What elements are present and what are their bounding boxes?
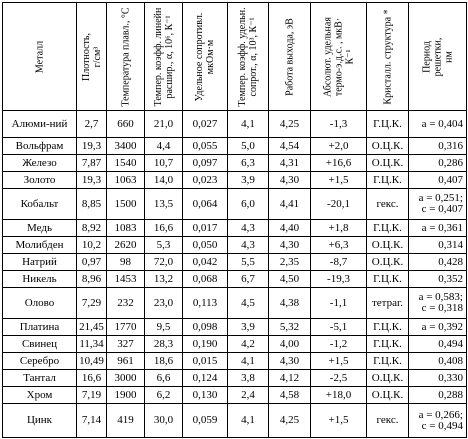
- cell-melt: 1063: [107, 172, 145, 189]
- cell-tcr: 4,3: [228, 220, 269, 237]
- table-row-sodium: [3, 254, 467, 271]
- cell-crystal: О.Ц.К.: [367, 155, 409, 172]
- table-row-chromium: [3, 387, 467, 404]
- header-thermo-emf: Абсолют. удельная термо-э.д.с. , мкВ· К⁻¹: [311, 3, 367, 111]
- header-row: [3, 3, 467, 111]
- cell-thermal: 5,3: [145, 237, 183, 254]
- cell-melt: 1453: [107, 271, 145, 288]
- cell-period: a = 0,266; c = 0,494: [409, 404, 467, 438]
- cell-thermo: -1,3: [311, 111, 367, 138]
- cell-thermal: 6,6: [145, 370, 183, 387]
- cell-work: 4,30: [269, 237, 311, 254]
- header-melting-point: Температура плавл., °С: [107, 3, 145, 111]
- cell-thermal: 13,2: [145, 271, 183, 288]
- cell-thermal: 16,6: [145, 220, 183, 237]
- table-row-tin: [3, 288, 467, 319]
- cell-work: 5,32: [269, 319, 311, 336]
- cell-tcr: 4,1: [228, 404, 269, 438]
- cell-melt: 961: [107, 353, 145, 370]
- cell-metal: Хром: [3, 387, 77, 404]
- cell-resist: 0,098: [183, 319, 228, 336]
- cell-resist: 0,097: [183, 155, 228, 172]
- cell-resist: 0,113: [183, 288, 228, 319]
- cell-crystal: Г.Ц.К.: [367, 172, 409, 189]
- cell-resist: 0,027: [183, 111, 228, 138]
- cell-density: 10,49: [77, 353, 107, 370]
- cell-thermo: +6,3: [311, 237, 367, 254]
- cell-density: 8,96: [77, 271, 107, 288]
- cell-density: 19,3: [77, 172, 107, 189]
- cell-metal: Натрий: [3, 254, 77, 271]
- table-row-molybdenum: [3, 237, 467, 254]
- cell-period: 0,428: [409, 254, 467, 271]
- cell-thermo: -20,1: [311, 189, 367, 220]
- cell-melt: 419: [107, 404, 145, 438]
- cell-work: 4,41: [269, 189, 311, 220]
- cell-period: a = 0,404: [409, 111, 467, 138]
- cell-period: 0,316: [409, 138, 467, 155]
- cell-melt: 98: [107, 254, 145, 271]
- cell-thermo: -2,5: [311, 370, 367, 387]
- cell-period: 0,314: [409, 237, 467, 254]
- cell-tcr: 4,1: [228, 111, 269, 138]
- cell-thermal: 4,4: [145, 138, 183, 155]
- cell-period: 0,286: [409, 155, 467, 172]
- cell-crystal: Г.Ц.К.: [367, 353, 409, 370]
- cell-resist: 0,042: [183, 254, 228, 271]
- cell-resist: 0,050: [183, 237, 228, 254]
- cell-tcr: 5,5: [228, 254, 269, 271]
- cell-density: 21,45: [77, 319, 107, 336]
- cell-metal: Цинк: [3, 404, 77, 438]
- cell-crystal: О.Ц.К.: [367, 254, 409, 271]
- cell-density: 2,7: [77, 111, 107, 138]
- metal-properties-table: [2, 2, 467, 438]
- cell-resist: 0,068: [183, 271, 228, 288]
- cell-melt: 1770: [107, 319, 145, 336]
- cell-resist: 0,015: [183, 353, 228, 370]
- header-metal: Металл: [3, 3, 77, 111]
- cell-metal: Серебро: [3, 353, 77, 370]
- cell-metal: Платина: [3, 319, 77, 336]
- cell-thermo: +2,0: [311, 138, 367, 155]
- cell-work: 4,25: [269, 404, 311, 438]
- header-lattice-period: Период решетки, нм: [409, 3, 467, 111]
- header-temp-coeff-resistance: Темпер. коэфф. удельн. сопрот., α, 10³, К⁻¹: [228, 3, 269, 111]
- cell-crystal: гекс.: [367, 404, 409, 438]
- cell-melt: 327: [107, 336, 145, 353]
- header-density: Плотность, г/см³: [77, 3, 107, 111]
- cell-period: 0,407: [409, 172, 467, 189]
- cell-work: 4,00: [269, 336, 311, 353]
- cell-work: 4,31: [269, 155, 311, 172]
- cell-thermal: 23,0: [145, 288, 183, 319]
- table-row-nickel: [3, 271, 467, 288]
- cell-density: 16,6: [77, 370, 107, 387]
- cell-tcr: 6,7: [228, 271, 269, 288]
- cell-period: 0,352: [409, 271, 467, 288]
- table-row-tungsten: [3, 138, 467, 155]
- table-row-lead: [3, 336, 467, 353]
- properties-table-wrapper: [2, 2, 467, 438]
- cell-thermal: 30,0: [145, 404, 183, 438]
- cell-crystal: тетраг.: [367, 288, 409, 319]
- cell-crystal: Г.Ц.К.: [367, 111, 409, 138]
- cell-metal: Молибден: [3, 237, 77, 254]
- cell-melt: 3400: [107, 138, 145, 155]
- cell-thermo: +1,8: [311, 220, 367, 237]
- cell-period: 0,494: [409, 336, 467, 353]
- cell-metal: Олово: [3, 288, 77, 319]
- cell-work: 4,58: [269, 387, 311, 404]
- cell-crystal: гекс.: [367, 189, 409, 220]
- cell-thermal: 72,0: [145, 254, 183, 271]
- cell-crystal: О.Ц.К.: [367, 138, 409, 155]
- cell-tcr: 6,0: [228, 189, 269, 220]
- cell-work: 4,50: [269, 271, 311, 288]
- table-row-copper: [3, 220, 467, 237]
- cell-period: 0,408: [409, 353, 467, 370]
- cell-crystal: О.Ц.К.: [367, 370, 409, 387]
- cell-thermo: -5,1: [311, 319, 367, 336]
- table-row-platinum: [3, 319, 467, 336]
- cell-resist: 0,124: [183, 370, 228, 387]
- cell-thermal: 28,3: [145, 336, 183, 353]
- cell-work: 4,54: [269, 138, 311, 155]
- cell-work: 4,30: [269, 172, 311, 189]
- cell-density: 19,3: [77, 138, 107, 155]
- cell-tcr: 3,9: [228, 319, 269, 336]
- cell-crystal: Г.Ц.К.: [367, 271, 409, 288]
- cell-period: a = 0,392: [409, 319, 467, 336]
- cell-melt: 2620: [107, 237, 145, 254]
- cell-tcr: 4,2: [228, 336, 269, 353]
- cell-thermo: +1,5: [311, 404, 367, 438]
- cell-melt: 1540: [107, 155, 145, 172]
- cell-crystal: Г.Ц.К.: [367, 319, 409, 336]
- cell-resist: 0,130: [183, 387, 228, 404]
- cell-period: 0,330: [409, 370, 467, 387]
- cell-resist: 0,190: [183, 336, 228, 353]
- table-row-gold: [3, 172, 467, 189]
- cell-thermal: 6,2: [145, 387, 183, 404]
- table-row-silver: [3, 353, 467, 370]
- cell-metal: Железо: [3, 155, 77, 172]
- cell-resist: 0,064: [183, 189, 228, 220]
- table-row-aluminium: [3, 111, 467, 138]
- header-crystal-structure: Кристалл. структура *: [367, 3, 409, 111]
- cell-metal: Никель: [3, 271, 77, 288]
- cell-metal: Свинец: [3, 336, 77, 353]
- cell-work: 4,40: [269, 220, 311, 237]
- cell-melt: 1500: [107, 189, 145, 220]
- cell-melt: 660: [107, 111, 145, 138]
- cell-tcr: 2,4: [228, 387, 269, 404]
- cell-metal: Вольфрам: [3, 138, 77, 155]
- cell-metal: Золото: [3, 172, 77, 189]
- cell-thermo: -1,2: [311, 336, 367, 353]
- cell-metal: Тантал: [3, 370, 77, 387]
- cell-crystal: О.Ц.К.: [367, 237, 409, 254]
- cell-density: 7,14: [77, 404, 107, 438]
- cell-thermal: 14,0: [145, 172, 183, 189]
- cell-resist: 0,017: [183, 220, 228, 237]
- cell-crystal: Г.Ц.К.: [367, 336, 409, 353]
- cell-thermo: -19,3: [311, 271, 367, 288]
- cell-tcr: 3,9: [228, 172, 269, 189]
- cell-density: 11,34: [77, 336, 107, 353]
- cell-period: a = 0,583; c = 0,318: [409, 288, 467, 319]
- header-resistivity: Удельное сопротивл. мкОм·м: [183, 3, 228, 111]
- cell-work: 4,30: [269, 353, 311, 370]
- cell-tcr: 5,0: [228, 138, 269, 155]
- cell-density: 7,29: [77, 288, 107, 319]
- cell-period: 0,288: [409, 387, 467, 404]
- cell-work: 4,12: [269, 370, 311, 387]
- cell-melt: 1083: [107, 220, 145, 237]
- cell-density: 10,2: [77, 237, 107, 254]
- cell-metal: Кобальт: [3, 189, 77, 220]
- cell-melt: 3000: [107, 370, 145, 387]
- cell-tcr: 4,1: [228, 353, 269, 370]
- table-row-cobalt: [3, 189, 467, 220]
- table-row-iron: [3, 155, 467, 172]
- cell-tcr: 4,5: [228, 288, 269, 319]
- cell-crystal: Г.Ц.К.: [367, 220, 409, 237]
- cell-thermo: +16,6: [311, 155, 367, 172]
- header-thermal-expansion: Темпер. коэфф. линейн расшир., α, 10⁶, К⁻¹: [145, 3, 183, 111]
- table-row-zinc: [3, 404, 467, 438]
- cell-tcr: 6,3: [228, 155, 269, 172]
- cell-density: 7,19: [77, 387, 107, 404]
- cell-thermo: +1,5: [311, 172, 367, 189]
- cell-thermal: 10,7: [145, 155, 183, 172]
- cell-metal: Медь: [3, 220, 77, 237]
- cell-melt: 232: [107, 288, 145, 319]
- cell-crystal: О.Ц.К.: [367, 387, 409, 404]
- cell-melt: 1900: [107, 387, 145, 404]
- cell-resist: 0,055: [183, 138, 228, 155]
- cell-tcr: 4,3: [228, 237, 269, 254]
- cell-density: 0,97: [77, 254, 107, 271]
- cell-thermal: 18,6: [145, 353, 183, 370]
- header-work-function: Работа выхода, эВ: [269, 3, 311, 111]
- cell-thermal: 21,0: [145, 111, 183, 138]
- cell-density: 8,85: [77, 189, 107, 220]
- cell-period: a = 0,361: [409, 220, 467, 237]
- cell-thermo: +1,5: [311, 353, 367, 370]
- cell-density: 7,87: [77, 155, 107, 172]
- cell-density: 8,92: [77, 220, 107, 237]
- cell-thermal: 13,5: [145, 189, 183, 220]
- table-row-tantalum: [3, 370, 467, 387]
- cell-tcr: 3,8: [228, 370, 269, 387]
- cell-thermo: -8,7: [311, 254, 367, 271]
- cell-thermal: 9,5: [145, 319, 183, 336]
- cell-period: a = 0,251; c = 0,407: [409, 189, 467, 220]
- cell-work: 4,25: [269, 111, 311, 138]
- cell-resist: 0,059: [183, 404, 228, 438]
- cell-work: 4,38: [269, 288, 311, 319]
- cell-thermo: +18,0: [311, 387, 367, 404]
- cell-resist: 0,023: [183, 172, 228, 189]
- cell-metal: Алюми-ний: [3, 111, 77, 138]
- cell-work: 2,35: [269, 254, 311, 271]
- cell-thermo: -1,1: [311, 288, 367, 319]
